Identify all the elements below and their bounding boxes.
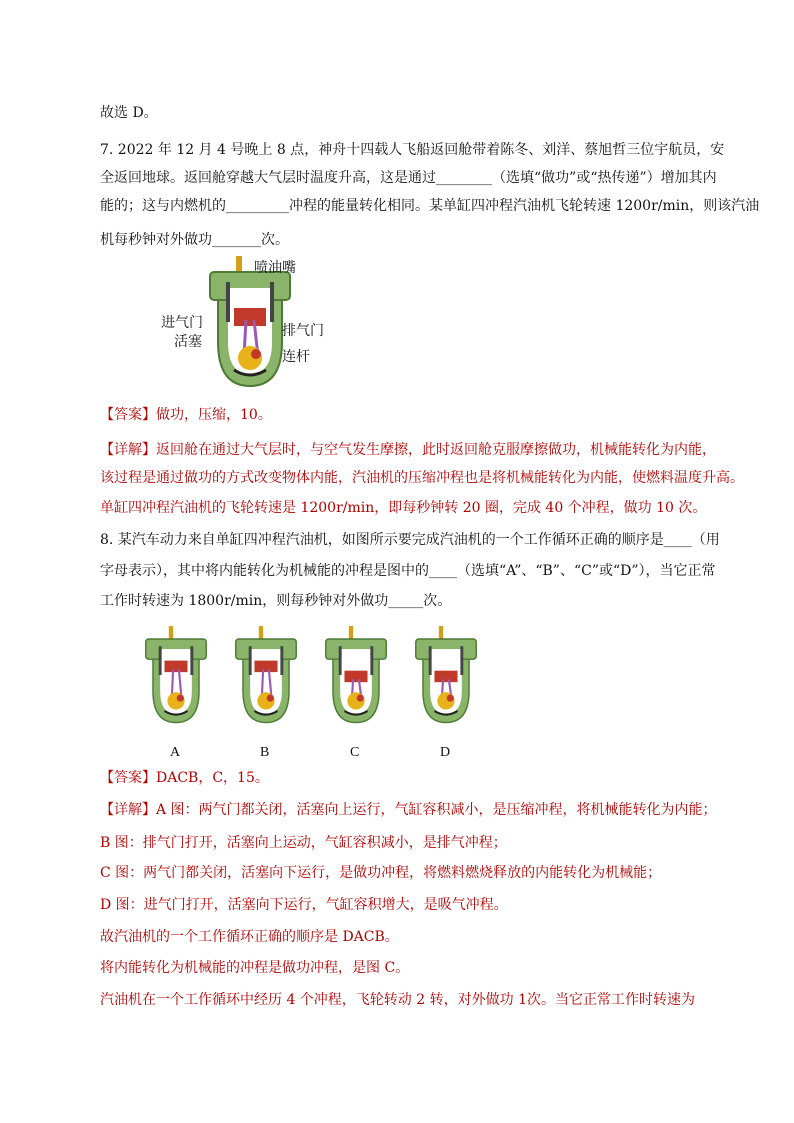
explanation-8: B 图：排气门打开，活塞向上运动，气缸容积减小，是排气冲程； bbox=[100, 835, 507, 851]
question-7: 机每秒钟对外做功_______次。 bbox=[100, 232, 289, 248]
label-intake-valve: 进气门 bbox=[161, 315, 203, 331]
explanation-8: D 图：进气门打开，活塞向下运行，气缸容积增大，是吸气冲程。 bbox=[100, 897, 508, 913]
figure-caption-a: A bbox=[170, 745, 181, 760]
explanation-7: 【详解】返回舱在通过大气层时，与空气发生摩擦，此时返回舱克服摩擦做功，机械能转化为内能， bbox=[100, 442, 716, 458]
engine-icon bbox=[410, 615, 482, 735]
conclusion-line: 故汽油机的一个工作循环正确的顺序是 DACB。 bbox=[100, 929, 399, 945]
label-nozzle: 喷油嘴 bbox=[254, 260, 296, 276]
explanation-8: C 图：两气门都关闭，活塞向下运行，是做功冲程，将燃料燃烧释放的内能转化为机械能； bbox=[100, 865, 662, 881]
engine-icon bbox=[320, 615, 392, 735]
answer-8: 【答案】DACB，C，15。 bbox=[100, 770, 269, 786]
figure-caption-d: D bbox=[440, 745, 451, 760]
question-8: 字母表示），其中将内能转化为机械能的冲程是图中的____（选填“A”、“B”、“C”或“D”），当它正常 bbox=[100, 563, 716, 579]
four-stroke-figure bbox=[140, 615, 480, 765]
question-7: 全返回地球。返回舱穿越大气层时温度升高，这是通过________（选填“做功”或“热传递”）增加其内 bbox=[100, 170, 717, 186]
figure-caption-b: B bbox=[260, 745, 270, 760]
explanation-8: 【详解】A 图：两气门都关闭，活塞向上运行，气缸容积减小，是压缩冲程，将机械能转化为内能； bbox=[100, 802, 717, 818]
question-8: 8. 某汽车动力来自单缸四冲程汽油机，如图所示要完成汽油机的一个工作循环正确的顺序是____（用 bbox=[100, 532, 720, 548]
explanation-7: 该过程是通过做功的方式改变物体内能，汽油机的压缩冲程也是将机械能转化为内能，使燃料温度升高。 bbox=[100, 470, 744, 486]
label-connecting-rod: 连杆 bbox=[282, 349, 310, 365]
text-line: 故选 D。 bbox=[100, 105, 158, 121]
question-7: 能的；这与内燃机的_________冲程的能量转化相同。某单缸四冲程汽油机飞轮转速 1200r/min，则该汽油 bbox=[100, 198, 760, 214]
answer-7: 【答案】做功，压缩，10。 bbox=[100, 407, 272, 423]
question-8: 工作时转速为 1800r/min，则每秒钟对外做功_____次。 bbox=[100, 593, 452, 609]
label-piston: 活塞 bbox=[174, 334, 202, 350]
question-7: 7. 2022 年 12 月 4 号晚上 8 点，神舟十四载人飞船返回舱带着陈冬、刘洋、蔡旭哲三位宇航员，安 bbox=[100, 142, 725, 158]
engine-icon bbox=[230, 615, 302, 735]
label-exhaust-valve: 排气门 bbox=[282, 323, 324, 339]
engine-icon bbox=[140, 615, 212, 735]
conclusion-line: 将内能转化为机械能的冲程是做功冲程，是图 C。 bbox=[100, 960, 410, 976]
explanation-7: 单缸四冲程汽油机的飞轮转速是 1200r/min，即每秒钟转 20 圈，完成 40 个冲程，做功 10 次。 bbox=[100, 500, 707, 516]
figure-caption-c: C bbox=[350, 745, 360, 760]
conclusion-line: 汽油机在一个工作循环中经历 4 个冲程，飞轮转动 2 转，对外做功 1次。当它正常工作时转速为 bbox=[100, 992, 695, 1008]
